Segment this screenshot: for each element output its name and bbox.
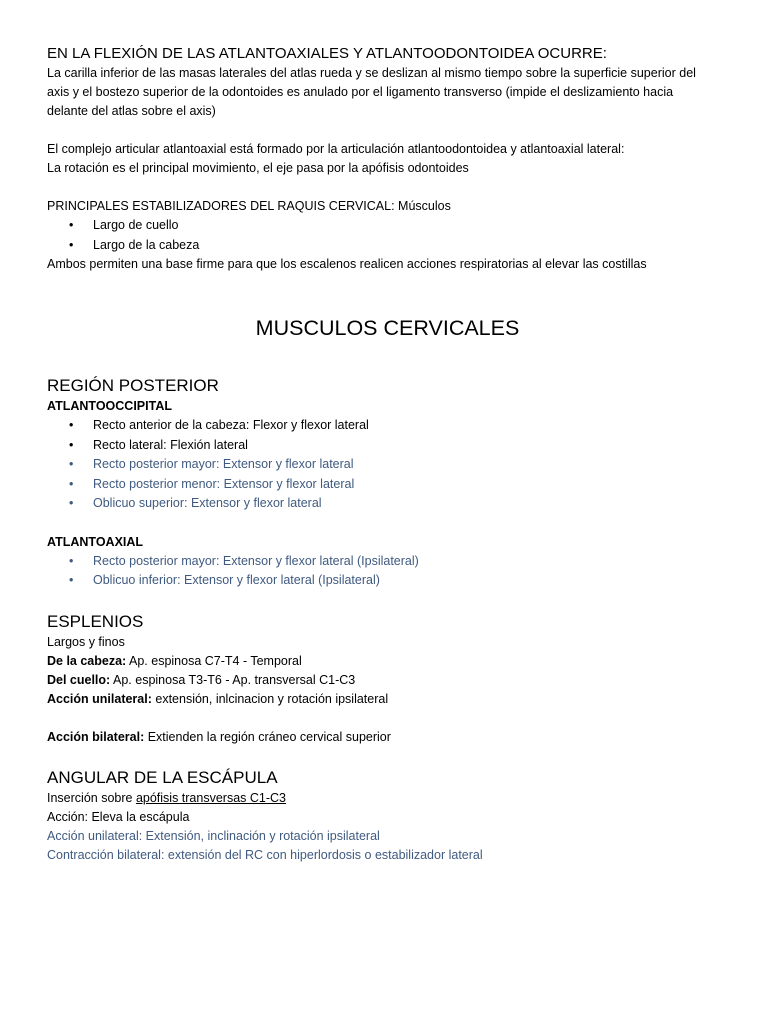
list-item: • Recto anterior de la cabeza: Flexor y flexor lateral	[47, 416, 728, 436]
esplenios-cuello-label: Del cuello:	[47, 672, 111, 687]
list-item: • Recto lateral: Flexión lateral	[47, 436, 728, 456]
intro-para2-line1: El complejo articular atlantoaxial está formado por la articulación atlantoodontoidea y atlantoaxial lateral:	[47, 142, 625, 156]
esplenios-cuello	[47, 671, 728, 690]
list-item: • Oblicuo superior: Extensor y flexor lateral	[47, 494, 728, 514]
atlantoaxial-list	[47, 552, 728, 591]
stabilizers-heading: PRINCIPALES ESTABILIZADORES DEL RAQUIS CERVICAL: Músculos	[47, 199, 451, 213]
esplenios-cabeza-label: De la cabeza:	[47, 653, 127, 668]
esplenios-cuello-text: Ap. espinosa T3-T6 - Ap. transversal C1-C3	[110, 672, 356, 687]
list-item: • Largo de la cabeza	[47, 236, 728, 256]
esplenios-cabeza-text: Ap. espinosa C7-T4 - Temporal	[126, 653, 302, 668]
intro-para1-line2: axis y el bostezo superior de la odontoides es anulado por el ligamento transverso (impide el deslizamiento hacia	[47, 85, 674, 99]
esplenios-bilateral	[47, 728, 728, 747]
posterior-heading: REGIÓN POSTERIOR	[47, 376, 219, 395]
angular-accion: Acción: Eleva la escápula	[47, 809, 190, 824]
list-item: • Largo de cuello	[47, 216, 728, 236]
angular-insertion	[47, 789, 728, 808]
atlantooccipital-list	[47, 416, 728, 514]
angular-insertion-link[interactable]: apófisis transversas C1-C3	[135, 790, 286, 805]
esplenios-bilateral-label: Acción bilateral:	[47, 729, 145, 744]
intro-para1-line3: delante del atlas sobre el axis)	[47, 104, 216, 118]
esplenios-unilateral-label: Acción unilateral:	[47, 691, 152, 706]
stabilizers-list	[47, 216, 728, 255]
angular-heading: ANGULAR DE LA ESCÁPULA	[47, 767, 278, 787]
angular-bilateral: Contracción bilateral: extensión del RC con hiperlordosis o estabilizador lateral	[47, 847, 483, 862]
angular-unilateral: Acción unilateral: Extensión, inclinación y rotación ipsilateral	[47, 828, 380, 843]
list-item: • Recto posterior mayor: Extensor y flexor lateral	[47, 455, 728, 475]
list-item: • Recto posterior mayor: Extensor y flexor lateral (Ipsilateral)	[47, 552, 728, 572]
esplenios-unilateral	[47, 690, 728, 709]
atlantoaxial-heading: ATLANTOAXIAL	[47, 534, 144, 549]
esplenios-unilateral-text: extensión, inlcinacion y rotación ipsilateral	[151, 691, 389, 706]
list-item: • Recto posterior menor: Extensor y flexor lateral	[47, 475, 728, 495]
esplenios-line1: Largos y finos	[47, 634, 125, 649]
esplenios-bilateral-text: Extienden la región cráneo cervical superior	[144, 729, 391, 744]
atlantooccipital-heading: ATLANTOOCCIPITAL	[47, 399, 172, 413]
stabilizers-note: Ambos permiten una base firme para que los escalenos realicen acciones respiratorias al elevar las costillas	[47, 257, 647, 271]
esplenios-cabeza	[47, 652, 728, 671]
list-item: • Oblicuo inferior: Extensor y flexor lateral (Ipsilateral)	[47, 571, 728, 591]
page-title: MUSCULOS CERVICALES	[255, 316, 520, 340]
intro-heading: EN LA FLEXIÓN DE LAS ATLANTOAXIALES Y ATLANTOODONTOIDEA OCURRE:	[47, 45, 607, 62]
esplenios-heading: ESPLENIOS	[47, 611, 144, 631]
intro-para1-line1: La carilla inferior de las masas laterales del atlas rueda y se deslizan al mismo tiempo sobre la superficie superior del	[47, 66, 696, 80]
angular-insertion-prefix: Inserción sobre	[47, 790, 136, 805]
intro-para2-line2: La rotación es el principal movimiento, el eje pasa por la apófisis odontoides	[47, 161, 469, 175]
